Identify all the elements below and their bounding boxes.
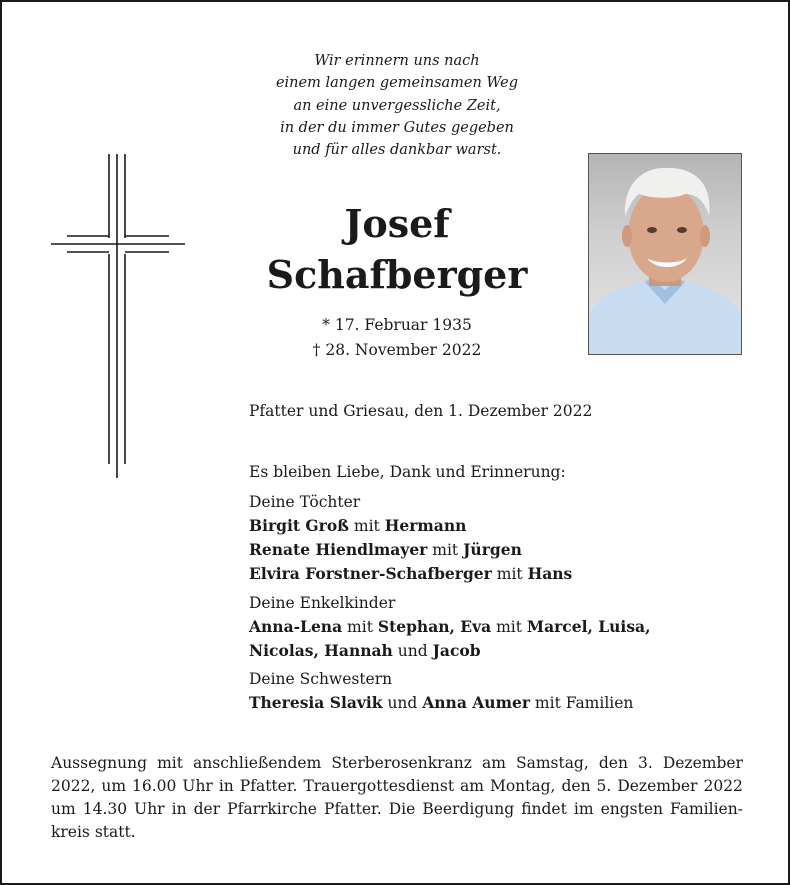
daughters-group — [249, 491, 572, 586]
funeral-notice — [51, 752, 743, 844]
poem-line: einem langen gemeinsamen Weg — [275, 75, 519, 92]
poem-line: Wir erinnern uns nach — [314, 53, 480, 69]
notice-line: kreis statt. — [51, 823, 136, 841]
remember-line: Es bleiben Liebe, Dank und Erinnerung: — [249, 463, 566, 481]
notice-line: 2022, um 16.00 Uhr in Pfatter. Trauergottesdienst am Montag, den 5. Dezember 2022 — [51, 777, 743, 795]
birth-date: * 17. Februar 1935 — [322, 316, 472, 334]
poem-line: an eine unvergessliche Zeit, — [293, 97, 501, 114]
group-heading: Deine Schwestern — [249, 670, 393, 688]
grandchildren-group — [249, 592, 651, 663]
poem-line: in der du immer Gutes gegeben — [280, 119, 514, 136]
group-heading: Deine Enkelkinder — [249, 594, 396, 612]
place-date: Pfatter und Griesau, den 1. Dezember 2022 — [249, 402, 593, 420]
death-date: † 28. November 2022 — [312, 341, 482, 359]
poem-line: und für alles dankbar warst. — [292, 142, 502, 159]
sisters-group — [249, 668, 633, 715]
portrait-photo — [588, 153, 742, 355]
mourner-line: Elvira Forstner-Schafberger mit Hans — [249, 564, 573, 583]
last-name: Schafberger — [266, 252, 528, 297]
mourner-line: Nicolas, Hannah und Jacob — [249, 641, 481, 660]
group-heading: Deine Töchter — [249, 493, 361, 511]
mourner-line: Renate Hiendlmayer mit Jürgen — [249, 540, 522, 559]
mourner-line: Birgit Groß mit Hermann — [249, 516, 467, 535]
notice-line: um 14.30 Uhr in der Pfarrkirche Pfatter. Die Beerdigung findet im engsten Familien- — [51, 800, 743, 818]
poem — [2, 50, 790, 161]
notice-line: Aussegnung mit anschließendem Sterberosenkranz am Samstag, den 3. Dezember — [51, 754, 743, 772]
first-name: Josef — [344, 201, 450, 246]
mourner-line: Theresia Slavik und Anna Aumer mit Familien — [249, 693, 634, 712]
mourner-line: Anna-Lena mit Stephan, Eva mit Marcel, Luisa, — [249, 617, 651, 636]
